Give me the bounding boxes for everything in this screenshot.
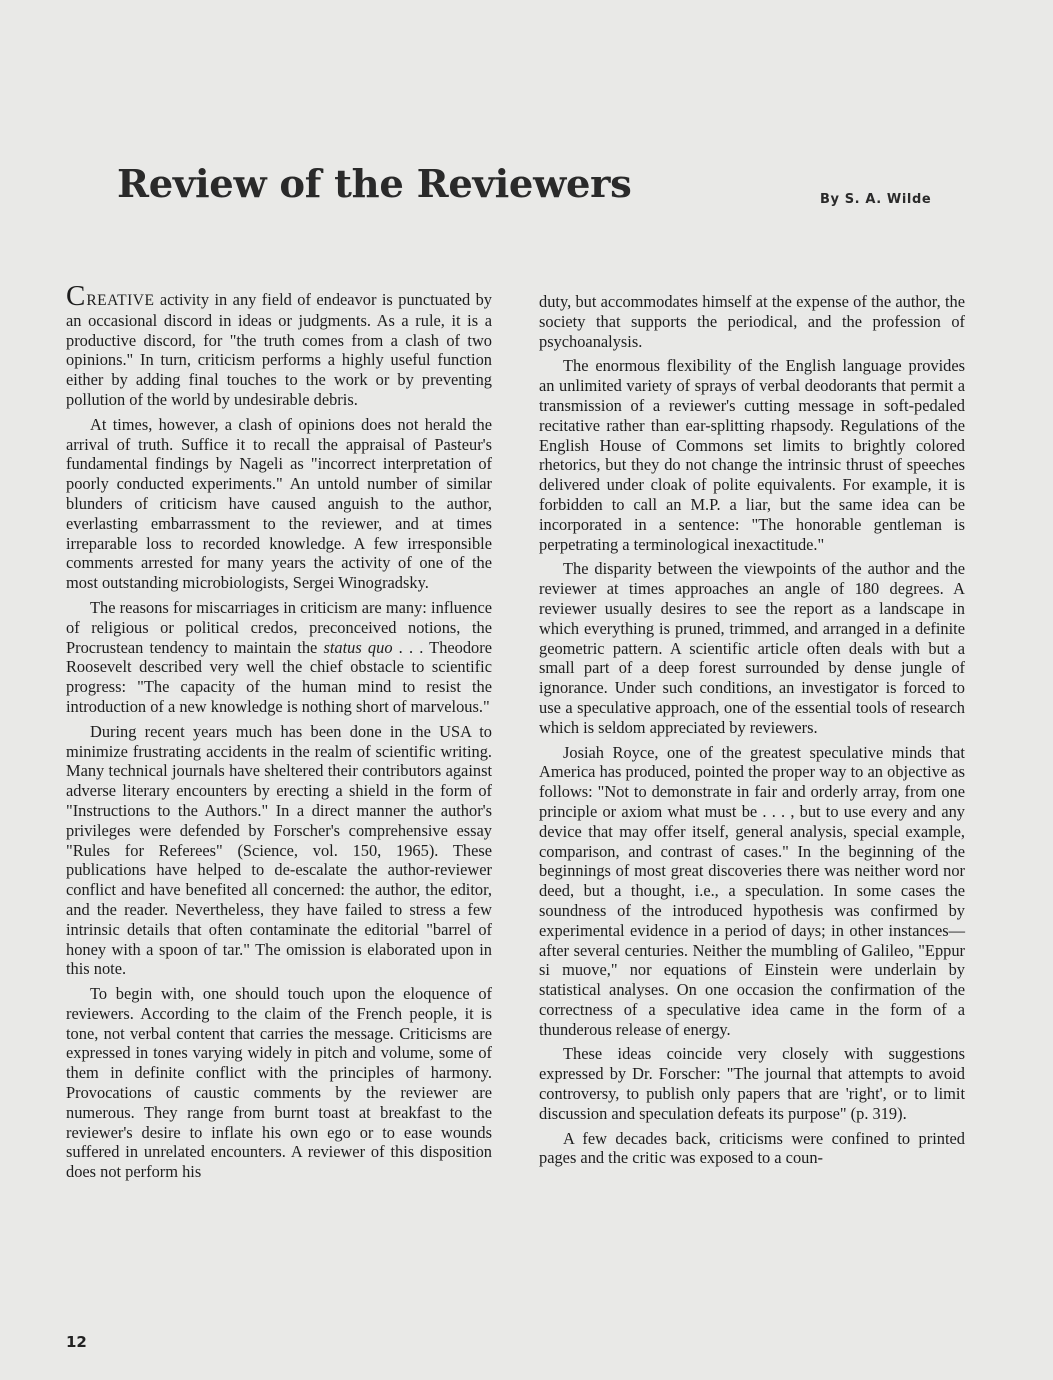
- paragraph: A few decades back, criticisms were confined to printed pages and the critic was exposed to a coun-: [539, 1128, 965, 1168]
- byline: By S. A. Wilde: [820, 192, 932, 207]
- italic-phrase: status quo: [323, 637, 393, 657]
- paragraph: Josiah Royce, one of the greatest speculative minds that America has produced, pointed the proper way to an objective as follows: "Not to demonstrate in fair and orderly array, from one principle or axiom what must be . . . , but to use every and any device that may offer itself, general analysis, special example, comparison, and contrast of cases." In the beginning of the beginnings of most great discoveries there was neither word nor deed, but a thought, i.e., a speculation. In some cases the soundness of the introduced hypothesis was confirmed by experimental evidence in a period of days; in other instances—after several centuries. Neither the mumbling of Galileo, "Eppur si muove," nor equations of Einstein were underlain by statistical analyses. On one occasion the confirmation of the correctness of a speculative idea came in the form of a thunderous release of energy.: [539, 742, 965, 1039]
- paragraph: duty, but accommodates himself at the expense of the author, the society that supports the periodical, and the profession of psychoanalysis.: [539, 292, 965, 351]
- right-column: [539, 292, 965, 1173]
- paragraph-text: . . . Theodore Roosevelt described very well the chief obstacle to scientific progress: "The capacity of the human mind to resist the introduction of a new knowledge is nothing short of marvelous.": [66, 637, 492, 716]
- paragraph: These ideas coincide very closely with suggestions expressed by Dr. Forscher: "The journal that attempts to avoid controversy, to publish only papers that are 'right', or to limit discussion and speculation defeats its purpose" (p. 319).: [539, 1044, 965, 1123]
- paragraph: During recent years much has been done in the USA to minimize frustrating accidents in the realm of scientific writing. Many technical journals have sheltered their contributors against adverse literary encounters by erecting a shield in the form of "Instructions to the Authors." In a direct manner the author's privileges were defended by Forscher's comprehensive essay "Rules for Referees" (Science, vol. 150, 1965). These publications have helped to de-escalate the author-reviewer conflict and have benefited all concerned: the author, the editor, and the reader. Nevertheless, they have failed to stress a few intrinsic details that often contaminate the editorial "barrel of honey with a spoon of tar." The omission is elaborated upon in this note.: [66, 721, 492, 979]
- left-column: [66, 280, 492, 1187]
- paragraph: [66, 280, 492, 410]
- page-number: 12: [66, 1333, 87, 1351]
- paragraph: At times, however, a clash of opinions does not herald the arrival of truth. Suffice it to recall the appraisal of Pasteur's fundamental findings by Nageli as "incorrect interpretation of poorly conducted experiments." An untold number of similar blunders of criticism have caused anguish to the author, everlasting embarrassment to the reviewer, and at times irreparable loss to recorded knowledge. A few irresponsible comments arrested for many years the activity of one of the most outstanding microbiologists, Sergei Winogradsky.: [66, 414, 492, 593]
- paragraph: The enormous flexibility of the English language provides an unlimited variety of sprays of verbal deodorants that permit a transmission of a reviewer's cutting message in soft-pedaled recitative rather than ear-splitting rhapsody. Regulations of the English House of Commons set limits to brightly colored rhetorics, but they do not change the intrinsic thrust of speeches delivered under cloak of polite equivalents. For example, it is forbidden to call an M.P. a liar, but the same idea can be incorporated in a sentence: "The honorable gentleman is perpetrating a terminological inexactitude.": [539, 356, 965, 554]
- paragraph-text: The reasons for miscarriages in criticism are many: influence of religious or political credos, preconceived notions, the Procrustean tendency to maintain the: [66, 597, 492, 657]
- paragraph: To begin with, one should touch upon the eloquence of reviewers. According to the claim of the French people, it is tone, not verbal content that carries the message. Criticisms are expressed in tones varying widely in pitch and volume, some of them in definite conflict with the principles of harmony. Provocations of caustic comments by the reviewer are numerous. They range from burnt toast at breakfast to the reviewer's desire to inflate his own ego or to ease wounds suffered in unrelated encounters. A reviewer of this disposition does not perform his: [66, 984, 492, 1182]
- lead-in-caps: REATIVE: [86, 292, 155, 309]
- paragraph-text: activity in any field of endeavor is punctuated by an occasional discord in ideas or judgments. As a rule, it is a productive discord, for "the truth comes from a clash of two opinions." In turn, criticism performs a highly useful function either by adding final touches to the work or by preventing pollution of the world by undesirable debris.: [66, 290, 492, 409]
- paragraph: The disparity between the viewpoints of the author and the reviewer at times approaches an angle of 180 degrees. A reviewer usually desires to see the report as a landscape in which everything is pruned, trimmed, and arranged in a definite geometric pattern. A scientific article often deals with but a small part of a deep forest surrounded by dense jungle of ignorance. Under such conditions, an investigator is forced to use a speculative approach, one of the essential tools of research which is seldom appreciated by reviewers.: [539, 559, 965, 737]
- article-title: Review of the Reviewers: [117, 162, 632, 207]
- paragraph: [66, 598, 492, 717]
- drop-cap: C: [66, 280, 86, 312]
